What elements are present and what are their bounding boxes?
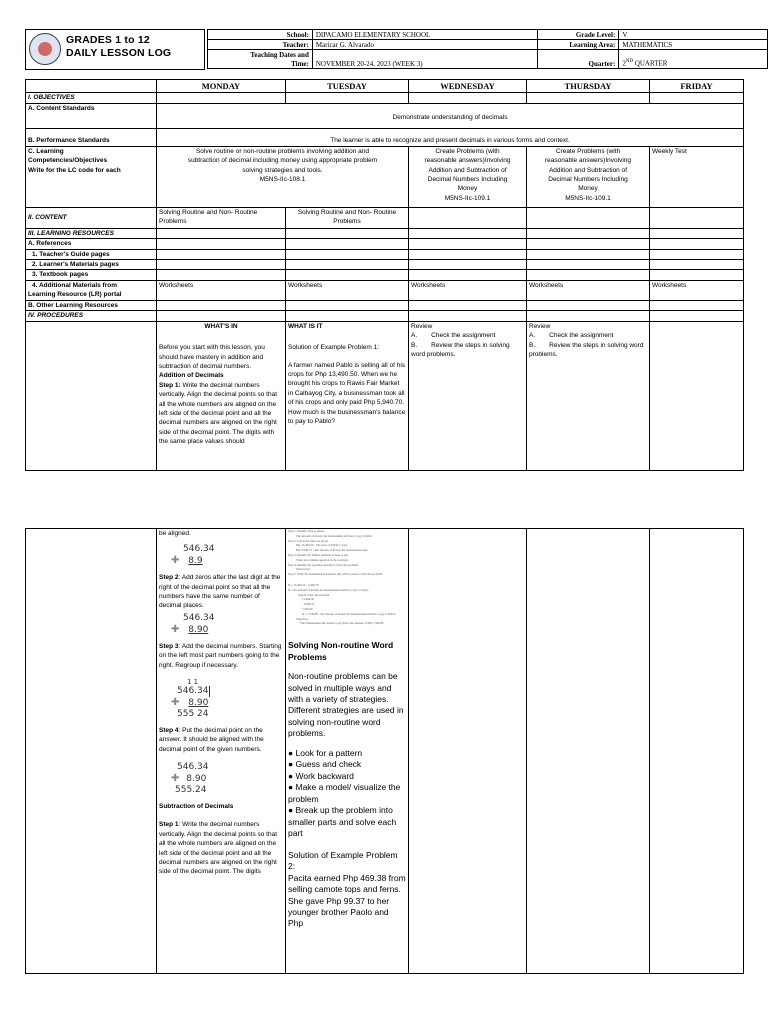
example-1-title: Solution of Example Problem 1: [288,344,380,352]
row-learning-resources: III. LEARNING RESOURCES [26,228,157,238]
worksheets-mon: Worksheets [157,280,286,300]
row-additional-materials: 4. Additional Materials from Learning Resource (LR) portal [26,280,157,300]
monday-procedure-cell [157,321,286,470]
example-1-solution: Step 1: Identify what is asked. The amount of money the businessman still has to pay to Pablo. Step 2: List down what are given. Php 13,490.50 - The price of Pablo's crops Php 5,940.70 - The amount of money the businessman paid Step 3: Identify the hidden question if there is any. There is no hidden question in the problem. Step 4: Identify the operation needed to solve the problem. Subtraction Step 5: Write the mathematical sentence that will be used to solve the problem. N = 13,490.50 - 5,940.70 N = the amount of money the businessman still has to pay to Pablo. Step 6: Solve the problem. 13,490.50 - 5,940.70 7,549.80 N = 7,549.80 - the amount of money the businessman still has to pay to Pablo. Therefore, The businessman still needs to pay Pablo the amount of Php 7,549.80 [288,529,397,626]
plus-icon: ✚ [171,773,180,785]
whats-in-heading: WHAT'S IN [204,322,238,330]
example-2-title: Solution of Example Problem 2: [288,849,398,872]
row-teachers-guide: 1. Teacher's Guide pages [26,249,157,259]
addition-step-3: Step 3: Add the decimal numbers. Starting on the left most part numbers going to the right. Regroup if necessary. [159,642,282,669]
dates-label-1: Teaching Dates and [208,50,313,60]
nonroutine-paragraph: Non-routine problems can be solved in multiple ways and with a variety of strategies. Different strategies are used in solving non-routine word problems. [288,671,404,739]
quarter-value: 2ND QUARTER [619,59,768,69]
plus-icon: ✚ [171,623,180,635]
tuesday-procedure-cell [286,321,409,470]
addition-example-4: 546.34 ✚ 8.90 555.24 [171,762,209,796]
title-line-2: DAILY LESSON LOG [66,47,172,59]
worksheets-thu: Worksheets [527,280,650,300]
row-content: II. CONTENT [26,207,157,228]
lesson-log-table [25,79,744,471]
competencies-fri: Weekly Test [650,146,744,207]
day-header-monday: MONDAY [157,80,286,93]
cont-text: be aligned. [159,530,191,537]
whats-it-heading: WHAT IS IT [288,322,323,330]
school-label: School: [208,30,313,40]
content-mon: Solving Routine and Non- Routine Problems [157,207,286,228]
quarter-label: Quarter: [538,59,619,69]
worksheets-fri: Worksheets [650,280,744,300]
addition-heading: Addition of Decimals [159,372,224,380]
row-procedures: IV. PROCEDURES [26,311,157,321]
list-item: ● Break up the problem into smaller parts and solve each part [288,805,397,839]
addition-step-4: Step 4: Put the decimal point on the answer. It should be aligned with the decimal point of the given numbers. [159,726,264,753]
row-content-standards: A. Content Standards [26,103,157,128]
title-line-1: GRADES 1 to 12 [66,34,150,46]
header-meta-table [207,29,768,69]
review-a-wed: A. Check the assignment [411,332,496,340]
addition-example-2: 546.34 ✚ 8.90 [171,612,215,635]
area-value: MATHEMATICS [619,40,768,50]
review-title-thu: Review [529,322,551,330]
addition-example-1: 546.34 ✚ 8.9 [171,544,215,567]
performance-standards-text: The learner is able to recognize and present decimals in various forms and context. [157,128,744,146]
row-performance-standards: B. Performance Standards [26,128,157,146]
tuesday-continued-cell [286,529,409,974]
lesson-log-table-continued [25,528,744,974]
area-label: Learning Area: [538,40,619,50]
header-title-box [25,29,205,70]
content-tue: Solving Routine and Non- Routine Problems [286,207,409,228]
monday-intro: Before you start with this lesson, you should have mastery in addition and subtraction of decimal numbers. [159,344,265,370]
plus-icon: ✚ [171,555,180,567]
competencies-thu: Create Problems (with reasonable answers)Involving Addition and Subtraction of Decimal Numbers Including Money M5NS-IIc-109.1 [527,146,650,207]
row-objectives: I. OBJECTIVES [26,93,157,103]
thursday-procedure-cell [527,321,650,470]
review-b-thu: B. Review the steps in solving word problems. [529,341,644,358]
list-item: ● Make a model/ visualize the problem [288,782,401,804]
deped-seal-icon [29,33,61,65]
example-1-problem: A farmer named Pablo is selling all of his crops for Php 13,490.50. When we he brought his crops to Rawis Fair Market in Calbayog City, a businessman took all of his crops and only paid Php 5,940.70. How much is the businessman's balance to pay to Pablo? [288,361,406,426]
dates-value: NOVEMBER 20-24, 2023 (WEEK 3) [312,59,538,69]
row-references: A. References [26,239,157,249]
worksheets-tue: Worksheets [286,280,409,300]
list-item: ● Guess and check [288,759,362,770]
plus-icon: ✚ [171,697,180,709]
dates-label-2: Time: [208,59,313,69]
strategy-list [288,748,406,840]
row-textbook: 3. Textbook pages [26,270,157,280]
review-a-thu: A. Check the assignment [529,332,614,340]
review-title-wed: Review [411,322,433,330]
content-standards-text: Demonstrate understanding of decimals [157,103,744,128]
row-competencies: C. Learning Competencies/Objectives Write for the LC code for each [26,146,157,207]
monday-continued-cell [157,529,286,974]
day-header-wednesday: WEDNESDAY [409,80,527,93]
addition-step-2: Step 2: Add zeros after the last digit at the right of the decimal point so that all the numbers have the same number of decimal places. [159,574,281,610]
review-b-wed: B. Review the steps in solving word problems. [411,341,510,358]
row-other-resources: B. Other Learning Resources [26,300,157,310]
wednesday-procedure-cell [409,321,527,470]
grade-value: V [619,30,768,40]
addition-step-1: Step 1: Write the decimal numbers vertically. Align the decimal points so that all the whole numbers are aligned on the left side of the decimal point and all the decimal numbers are aligned on the right side of the decimal point. The digits with the same place values should [159,381,278,446]
worksheets-wed: Worksheets [409,280,527,300]
nonroutine-heading: Solving Non-routine Word Problems [288,640,394,662]
day-header-thursday: THURSDAY [527,80,650,93]
competencies-mon-tue: Solve routine or non-routine problems involving addition and subtraction of decimal including money using appropriate problem solving strategies and tools. M5NS-IIc-108.1 [157,146,409,207]
school-value: DIPACAMO ELEMENTARY SCHOOL [312,30,538,40]
list-item: ● Work backward [288,770,354,781]
teacher-value: Maricar G. Alvarado [312,40,538,50]
day-header-friday: FRIDAY [650,80,744,93]
competencies-wed: Create Problems (with reasonable answers)Involving Addition and Subtraction of Decimal Numbers Including Money M5NS-IIc-109.1 [409,146,527,207]
example-2-text: Pacita earned Php 469.38 from selling camote tops and ferns. She gave Php 99.37 to her younger brother Paolo and Php [288,872,406,929]
subtraction-step-1: Step 1: Write the decimal numbers vertically. Align the decimal points so that all the whole numbers are aligned on the left side of the decimal point and all the decimal numbers are aligned on the right side of the decimal point. The digits [159,821,278,876]
addition-example-3: 1 1 546.34 ✚ 8.90 555 24 [171,677,209,720]
day-header-tuesday: TUESDAY [286,80,409,93]
row-learners-materials: 2. Learner's Materials pages [26,260,157,270]
teacher-label: Teacher: [208,40,313,50]
grade-label: Grade Level: [538,30,619,40]
list-item: ● Look for a pattern [288,747,363,758]
subtraction-heading: Subtraction of Decimals [159,802,234,810]
